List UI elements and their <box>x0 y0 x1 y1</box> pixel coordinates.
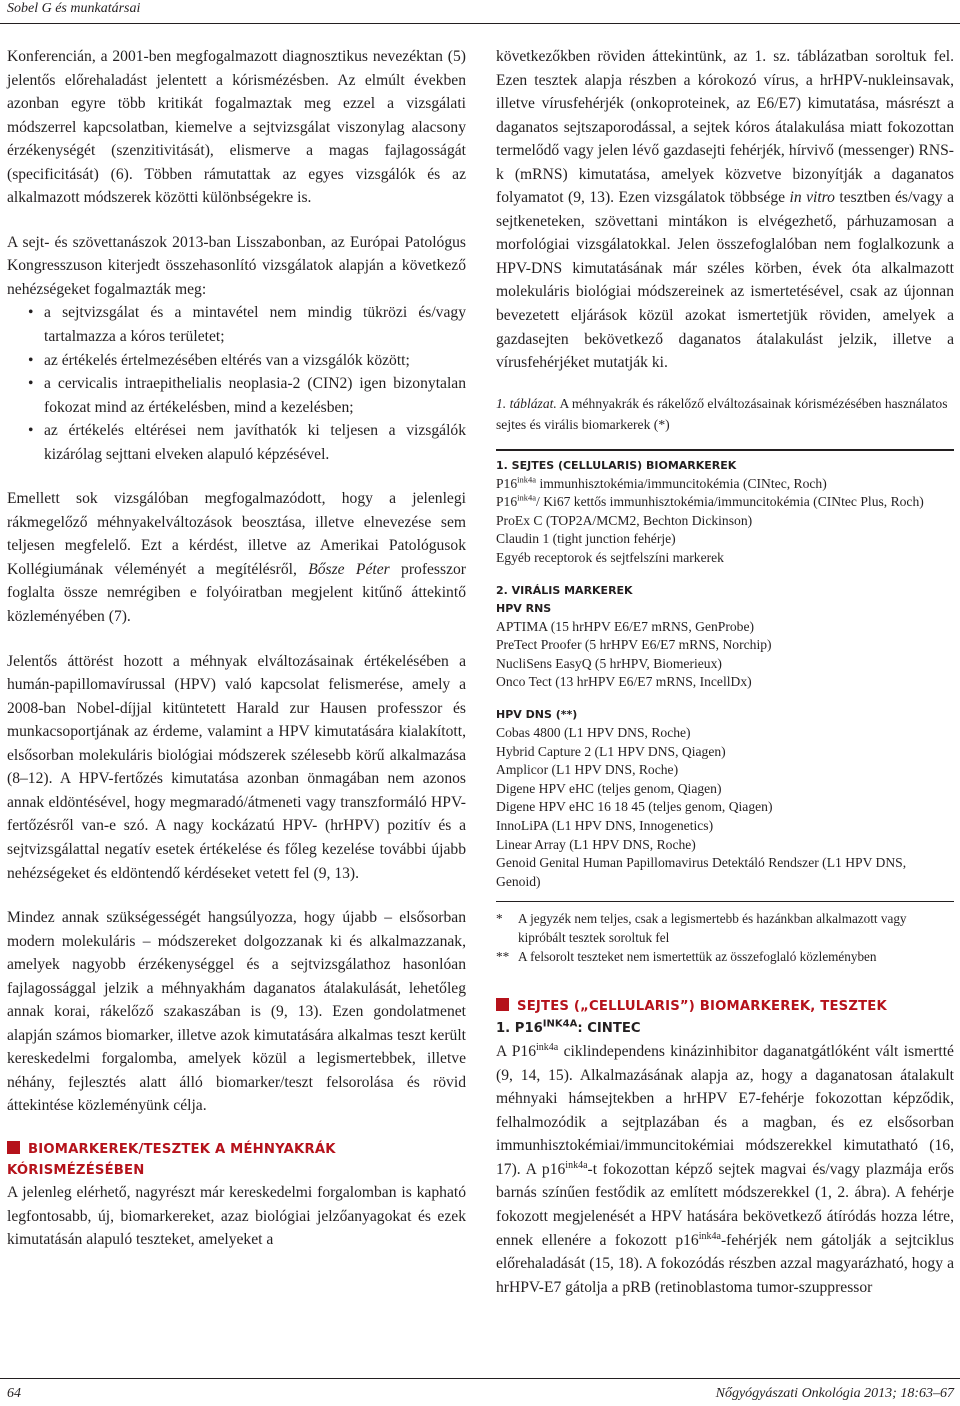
table-row <box>496 475 954 494</box>
table-group-heading: 1. SEJTES (CELLULARIS) BIOMARKEREK <box>496 458 737 472</box>
left-paragraph-1: Konferencián, a 2001-ben megfogalmazott diagnosztikus nevezéktan (5) jelentős előrehaladást jelentett a kórismézésben. Az elmúlt években azonban egyre több kritikát fogalmaztak meg ezzel a vizsgálati módszerrel kapcsolatban, kiemelve a sejtvizsgálat viszonylag alacsony érzékenységét (szenzitivitását), elismerve a magas fajlagosságát (specificitását) (6). Többen rámutattak az egyes vizsgálók és az alkalmazott módszerek közötti különbségekre is. <box>7 48 466 207</box>
text-span: ciklindependens kinázinhibitor daganatgátlóként vált ismertté (9, 14, 15). Alkalmazásának alapja az, hogy a daganatosan átalakult méhnyaki hámsejtekben a hrHPV E7-fehérje fokozottan képződik, felhalmozódik a sejtplazában és a magban, és ez elsősorban immunhisztokémiai/immuncitokémiai módszerekkel kimutatható (16, 17). A p16 <box>496 1043 954 1178</box>
section-heading-cellular <box>496 996 954 1017</box>
text-span: professzor foglalta össze nemrégiben e folyóiratban megjelent kitűnő áttekintő közleményében (7). <box>7 560 466 626</box>
list-item: • az értékelés eltérései nem javíthatók ki teljesen a vizsgálók kizárólag sejttani elveken alapuló képzésével. <box>7 419 466 466</box>
table-group-heading: 2. VIRÁLIS MARKEREK <box>496 583 633 597</box>
footer-rule <box>0 1378 960 1379</box>
table-row: Digene HPV eHC 16 18 45 (teljes genom, Qiagen) <box>496 799 773 815</box>
table-caption <box>496 393 954 435</box>
text-span: P16 <box>496 494 518 510</box>
right-paragraph-1 <box>496 45 954 375</box>
superscript: ink4a <box>536 1041 559 1053</box>
text-span: / Ki67 kettős immunhisztokémia/immuncitokémia (CINtec Plus, Roch) <box>536 494 924 510</box>
table-note <box>496 948 954 967</box>
table-row: NucliSens EasyQ (5 hrHPV, Biomerieux) <box>496 655 722 671</box>
subsection-heading-p16 <box>496 1017 954 1040</box>
section-square-icon <box>7 1141 20 1154</box>
left-paragraph-3 <box>7 487 466 628</box>
page-number: 64 <box>7 1386 21 1401</box>
table-row: Amplicor (L1 HPV DNS, Roche) <box>496 762 679 778</box>
superscript: ink4a <box>565 1159 588 1171</box>
table-caption-text: A méhnyakrák és rákelőző elváltozásainak kórismézésében használatos sejtes és virális biomarkerek (*) <box>496 395 948 432</box>
table-row: Genoid Genital Human Papillomavirus Detektáló Rendszer (L1 HPV DNS, Genoid) <box>496 855 907 889</box>
table-row: ProEx C (TOP2A/MCM2, Bechton Dickinson) <box>496 512 753 528</box>
text-span: A P16 <box>496 1043 537 1061</box>
running-head: Sobel G és munkatársai <box>7 1 141 16</box>
note-mark: ** <box>496 948 510 964</box>
table-row: Claudin 1 (tight junction fehérje) <box>496 531 676 547</box>
table-row: Egyéb receptorok és sejtfelszíni markerek <box>496 550 724 566</box>
header-rule <box>0 23 960 24</box>
table-subgroup-heading: HPV RNS <box>496 601 552 615</box>
text-span: immunhisztokémia/immuncitokémia (CINtec, Roch) <box>536 475 827 491</box>
table-row: Linear Array (L1 HPV DNS, Roche) <box>496 836 696 852</box>
superscript: INK4A <box>542 1018 578 1030</box>
table-row: PreTect Proofer (5 hrHPV E6/E7 mRNS, Norchip) <box>496 637 772 653</box>
section-heading-text: SEJTES („CELLULARIS”) BIOMARKEREK, TESZTEK <box>517 999 887 1015</box>
table-row: Hybrid Capture 2 (L1 HPV DNS, Qiagen) <box>496 743 726 759</box>
text-span: : CINTEC <box>577 1021 641 1037</box>
left-column <box>7 45 466 1252</box>
left-paragraph-2: A sejt- és szövettanászok 2013-ban Lisszabonban, az Európai Patológus Kongresszuson kiterjedt összehasonlító vizsgálatok alapján a következő nehézségeket fogalmazták meg: <box>7 233 466 298</box>
table-row <box>496 493 954 512</box>
text-span: P16 <box>496 475 518 491</box>
text-span: -t fokozottan képző sejtek magvai és/vagy plazmája erős barnás színűen festődik az említett módszerekkel (1, 2. ábra). A fehérje fokozott megjelenését a HPV hatására bekövetkező átíródás hozza létre, ennek ellenére a fokozott p16 <box>496 1160 954 1249</box>
table-top-rule <box>496 449 954 451</box>
table-row: APTIMA (15 hrHPV E6/E7 mRNS, GenProbe) <box>496 618 755 634</box>
text-span: következőkben röviden áttekintünk, az 1. sz. táblázatban soroltuk fel. Ezen tesztek alapja részben a kórokozó vírus, a hrHPV-nukleinsavak, illetve vírusfehérjék (onkoproteinek, az E6/E7) kimutatása, másrészt a daganatos sejtszaporodással, a sejtek kóros átalakulása miatt fokozottan termelődő vagy jelen lévő gazdasejti fehérjék, hírvivő (messenger) RNS-k (mRNS) kimutatása, amelyek közvetve bizonyítják a daganatos folyamatot (9, 13). Ezen vizsgálatok többsége <box>496 48 954 207</box>
italic-term: in vitro <box>789 189 835 207</box>
table-note <box>496 910 954 947</box>
section-heading-biomarkers <box>7 1139 466 1181</box>
table-label: 1. táblázat. <box>496 395 557 411</box>
superscript: ink4a <box>698 1230 721 1242</box>
table-row: Digene HPV eHC (teljes genom, Qiagen) <box>496 780 722 796</box>
left-paragraph-5: Mindez annak szükségességét hangsúlyozza, hogy újabb – elsősorban modern molekuláris – módszereket dolgozzanak ki és alkalmazzanak, amelyek nagyobb érzékenységgel és a sejtvizsgálathoz hasonlóan fajlagossággal jelzik a méhnyakhám daganatos átalakulását, lehetőleg annak korai, rákelőző szakaszában is (9, 13). Ezen gondolatmenet alapján számos biomarker, illetve azok kimutatására alkalmas teszt került kereskedelmi forgalomba, amelyek közül a legismertebbek, illetve néhány, fejlesztés alatt álló biomarker/teszt felsorolása és rövid áttekintése közleményünk célja. <box>7 909 466 1115</box>
left-paragraph-4: Jelentős áttörést hozott a méhnyak elváltozásainak értékelésében a humán-papillomavírussal (HPV) való kapcsolat felismerése, amely a 2008-ban Nobel-díjjal kitüntetett Harald zur Hausen professzor és munkacsoportjának az érdeme, valamint a HPV kimutatására kialakított, elsősorban molekuláris biológiai módszerek szélesebb körű alkalmazása (8–12). A HPV-fertőzés kimutatása azonban önmagában nem azonos annak eldöntésével, hogy megmaradó/átmeneti vagy transzformáló HPV-fertőzésről van-e szó. A nagy kockázatú HPV- (hrHPV) pozitív és a sejtvizsgálattal negatív esetek értékelése és főleg kezelése további újabb nehézségeket és eldöntendő kérdéseket vetett fel (9, 13). <box>7 652 466 882</box>
text-span: tesztben és/vagy a sejtkeneteken, szövettani mintákon is elvégezhető, párhuzamosan a morfológiai vizsgálatokkal. Jelen összefoglalóban nem foglalkozunk a HPV-DNS kimutatásának már széles körben, évek óta alkalmazott molekuláris biológiai módszereinek az ismertetésével, csak az újonnan bevezetett eljárások közül azokat ismertetjük röviden, amelyek a gazdasejten bekövetkező daganatos átalakulást jelzik, illetve a vírusfehérjéket mutatják ki. <box>496 189 954 372</box>
table-subgroup-heading: HPV DNS (**) <box>496 708 578 721</box>
author-name: Bősze Péter <box>308 560 390 578</box>
table-bottom-rule <box>496 901 954 902</box>
superscript: ink4a <box>517 474 537 485</box>
text-span: -fehérjék nem gátolják a sejtciklus előrehaladását (15, 18). A fokozódás részben azzal magyarázható, hogy a hrHPV-E7 gátolja a pRB (retinoblastoma tumor-szuppressor <box>496 1231 954 1296</box>
biomarker-table <box>496 457 954 892</box>
note-text: A felsorolt teszteket nem ismertettük az összefoglaló közleményben <box>518 948 877 964</box>
note-text: A jegyzék nem teljes, csak a legismertebb és hazánkban alkalmazott vagy kipróbált tesztek soroltuk fel <box>518 911 907 945</box>
difficulties-list <box>7 301 466 466</box>
list-item: • az értékelés értelmezésében eltérés van a vizsgálók között; <box>7 349 466 373</box>
right-column <box>496 45 954 1299</box>
list-item: • a sejtvizsgálat és a mintavétel nem mindig tükrözi és/vagy tartalmazza a kóros területet; <box>7 301 466 348</box>
section-square-icon <box>496 998 509 1011</box>
section-heading-text: BIOMARKEREK/TESZTEK A MÉHNYAKRÁK KÓRISMÉZÉSÉBEN <box>7 1141 336 1178</box>
note-mark: * <box>496 911 503 927</box>
right-paragraph-2 <box>496 1040 954 1299</box>
superscript: ink4a <box>517 492 537 503</box>
left-paragraph-6: A jelenleg elérhető, nagyrészt már kereskedelmi forgalomban is kapható legfontosabb, új, biomarkereket, azaz biológiai jelzőanyagokat és ezek kimutatásán alapuló teszteket, amelyeket a <box>7 1183 466 1249</box>
list-item: • a cervicalis intraepithelialis neoplasia-2 (CIN2) igen bizonytalan fokozat mind az értékelésben, mind a kezelésben; <box>7 372 466 419</box>
table-row: Cobas 4800 (L1 HPV DNS, Roche) <box>496 725 691 740</box>
journal-citation: Nőgyógyászati Onkológia 2013; 18:63–67 <box>715 1386 954 1401</box>
table-row: InnoLiPA (L1 HPV DNS, Innogenetics) <box>496 817 714 833</box>
text-span: Emellett sok vizsgálóban megfogalmazódott, hogy a jelenlegi rákmegelőző méhnyakelváltozások beosztása, illetve elnevezése sem teljesen megfelelő. Ezt a kérdést, illetve az Amerikai Patológusok Kollégiumának véleményét a megítélésről, <box>7 490 466 578</box>
text-span: 1. P16 <box>496 1021 543 1037</box>
table-row: Onco Tect (13 hrHPV E6/E7 mRNS, IncellDx) <box>496 674 752 690</box>
